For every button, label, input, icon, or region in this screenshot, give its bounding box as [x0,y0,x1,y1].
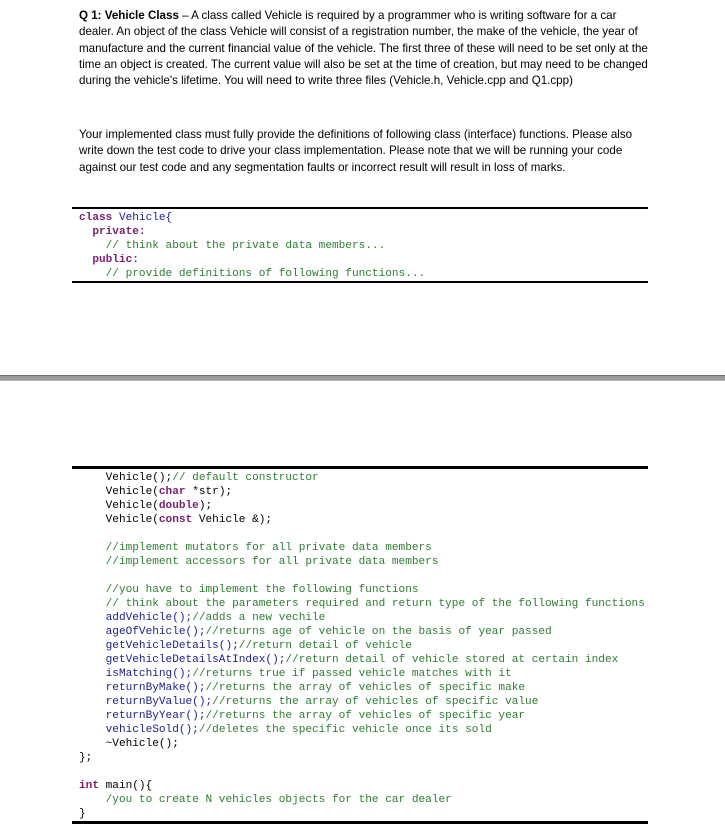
code-comment: // think about the private data members... [79,240,386,252]
code-comment: // default constructor [172,472,319,484]
document-page-2 [0,381,725,827]
code-keyword: double [158,500,199,512]
code-comment-mutators: //implement mutators for all private data members [79,542,432,554]
question-text-1: A class called Vehicle is required by a programmer who is writing software for a car dealer. An object of the class Vehicle will consist of a registration number, the make of the vehicle, the year of manufacture and the current financial value of the vehicle. The first three of these will need to be set only at the time an object is created. The current value will also be set at the time of creation, but may need to be changed during the vehicle's lifetime. You will need to write three files (Vehicle.h, Vehicle.cpp and Q1.cpp) [79,9,648,88]
code-function: returnByYear(); [79,710,206,722]
code-bottom-rule-page2 [72,821,648,824]
code-block-members [79,471,645,821]
code-keyword: const [158,514,193,526]
code-top-rule-page2 [72,466,648,469]
code-function: returnByValue(); [79,696,213,708]
code-comment: //returns the array of vehicles of specific year [205,710,526,722]
question-paragraph-2: Your implemented class must fully provide the definitions of following class (interface) functions. Please also write down the test code to drive your class implementation. Please note that we will be running your code against our test code and any segmentation faults or incorrect result will result in loss of marks. [79,128,633,174]
code-destructor: ~Vehicle(); [79,738,179,750]
code-function: returnByMake(); [79,682,206,694]
document-page-1 [0,0,725,375]
code-comment: // provide definitions of following functions... [79,268,426,280]
code-function: getVehicleDetails(); [79,640,239,652]
code-ctor: Vehicle( [79,486,159,498]
code-main: main(){ [98,780,153,792]
code-comment: //adds a new vechile [192,612,326,624]
question-paragraph-1 [79,8,649,89]
title-dash: – [178,9,192,22]
code-block-class-header [79,211,425,281]
code-comment: //you have to implement the following functions [79,584,419,596]
code-comment: //deletes the specific vehicle once its sold [198,724,492,736]
code-function: isMatching(); [79,668,193,680]
question-title: Q 1: Vehicle Class [79,9,179,22]
code-function: ageOfVehicle(); [79,626,206,638]
code-function: addVehicle(); [79,612,193,624]
code-comment: //return detail of vehicle [238,640,412,652]
code-keyword: int [79,780,99,792]
code-comment: //returns the array of vehicles of specific make [205,682,526,694]
code-class-close: }; [79,752,93,764]
code-function: getVehicleDetailsAtIndex(); [79,654,286,666]
code-comment: //returns true if passed vehicle matches with it [192,668,512,680]
code-ctor-rest: Vehicle &); [192,514,273,526]
code-comment-accessors: //implement accessors for all private data members [79,556,439,568]
code-function: vehicleSold(); [79,724,199,736]
code-top-rule [72,207,648,209]
code-ctor: Vehicle( [79,500,159,512]
code-ctor-rest: ); [198,500,213,512]
code-main-close: } [79,808,86,820]
code-class-name: Vehicle{ [112,212,173,224]
code-keyword: char [158,486,186,498]
code-comment: //returns the array of vehicles of specific value [212,696,539,708]
code-comment: //returns age of vehicle on the basis of year passed [205,626,552,638]
code-comment: /you to create N vehicles objects for the car dealer [79,794,452,806]
code-comment: // think about the parameters required and return type of the following functions [79,598,645,610]
code-access-public: public: [79,254,139,266]
code-ctor-rest: *str); [185,486,233,498]
code-bottom-rule [72,281,648,283]
code-access-private: private: [79,226,146,238]
code-ctor-default: Vehicle(); [79,472,173,484]
code-keyword: class [79,212,113,224]
code-comment: //return detail of vehicle stored at certain index [285,654,619,666]
code-ctor: Vehicle( [79,514,159,526]
